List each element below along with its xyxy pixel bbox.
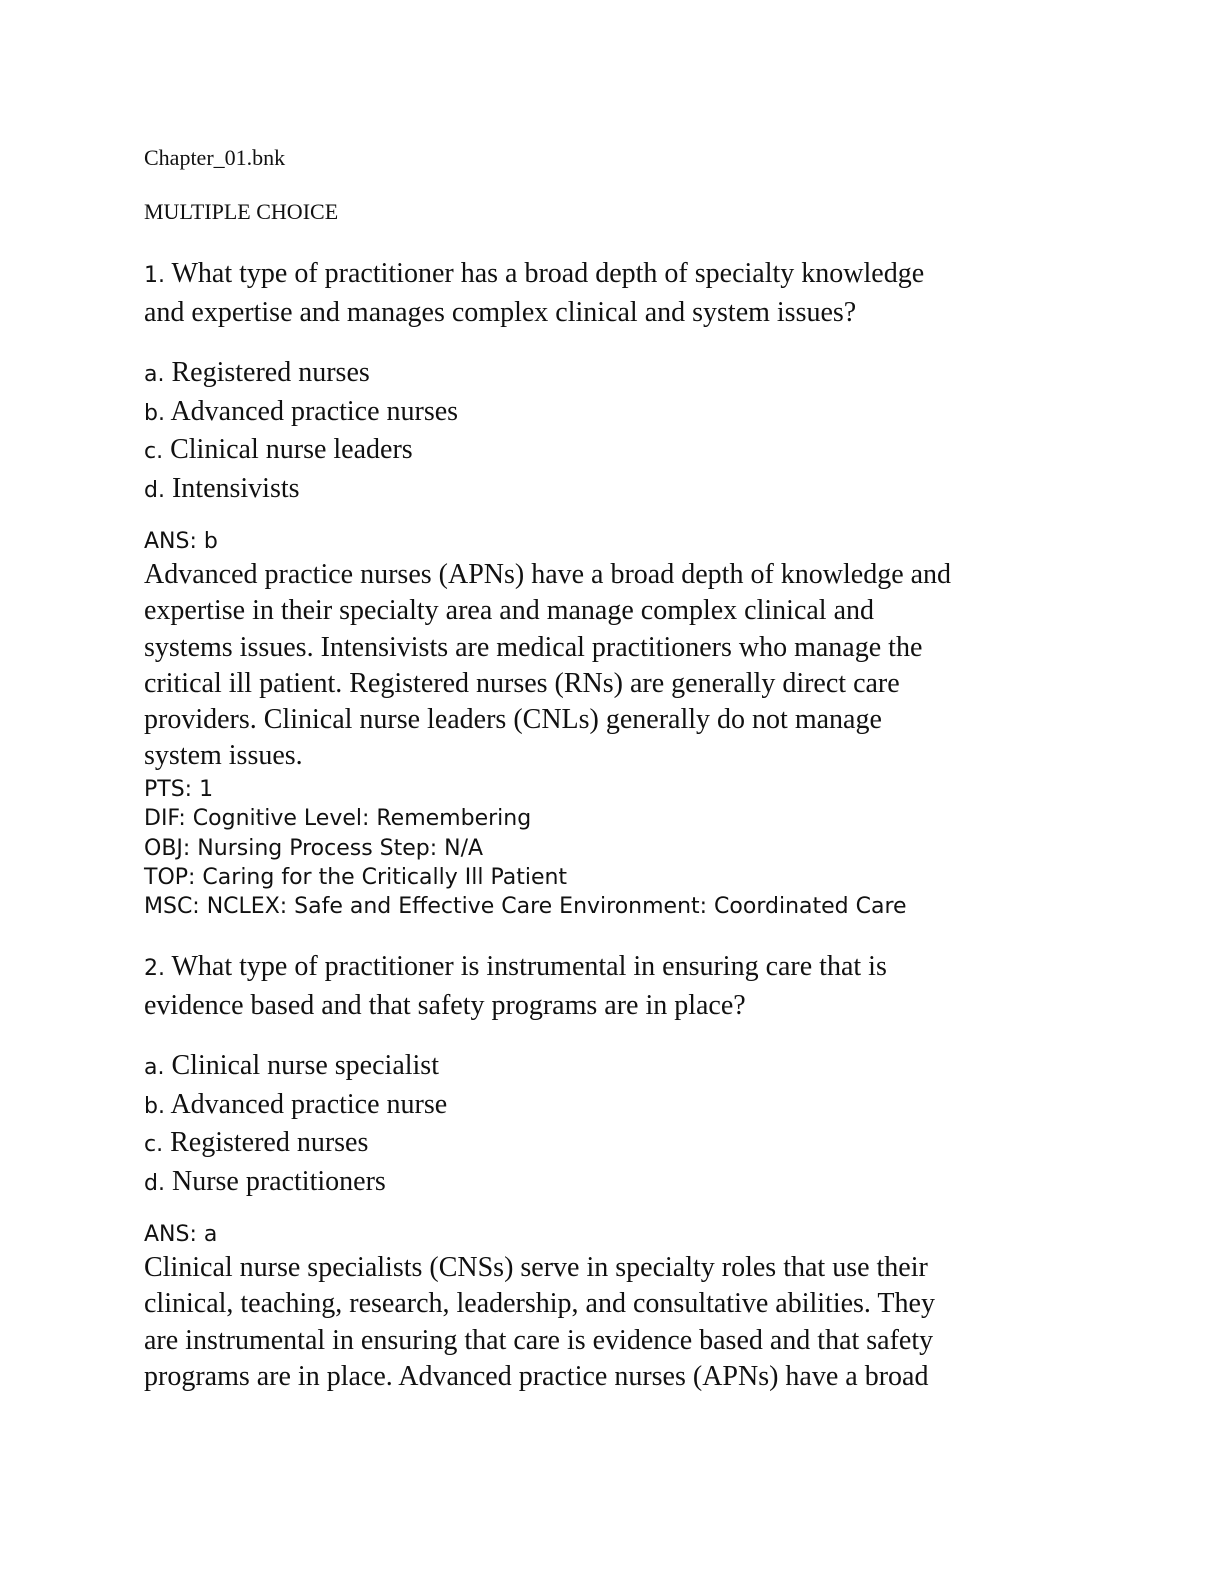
- question-1-stem: [144, 255, 924, 331]
- meta-topic: TOP: Caring for the Critically Ill Patient: [144, 864, 568, 890]
- choice-d: [144, 1164, 447, 1203]
- question-number: 2.: [144, 956, 165, 981]
- choice-text: Intensivists: [171, 473, 300, 505]
- choice-a: [144, 1048, 447, 1087]
- choice-d: [144, 471, 458, 510]
- rationale-line: are instrumental in ensuring that care is evidence based and that safety: [144, 1324, 934, 1356]
- choice-text: Clinical nurse leaders: [170, 434, 413, 466]
- question-stem-text: What type of practitioner is instrumental in ensuring care that is: [171, 951, 887, 982]
- choice-a: [144, 355, 458, 394]
- question-2-stem: [144, 948, 887, 1024]
- question-stem-line: evidence based and that safety programs are in place?: [144, 990, 746, 1021]
- choice-letter: c.: [144, 439, 164, 465]
- question-1-metadata: [144, 775, 907, 921]
- choice-letter: a.: [144, 362, 165, 387]
- rationale-line: Clinical nurse specialists (CNSs) serve in specialty roles that use their: [144, 1252, 928, 1283]
- section-title: MULTIPLE CHOICE: [144, 199, 339, 224]
- choice-text: Advanced practice nurses: [170, 395, 459, 427]
- rationale-line: critical ill patient. Registered nurses (RNs) are generally direct care: [144, 667, 900, 699]
- question-number: 1.: [144, 263, 165, 288]
- rationale-line: expertise in their specialty area and manage complex clinical and: [144, 595, 875, 627]
- meta-misc: MSC: NCLEX: Safe and Effective Care Environment: Coordinated Care: [144, 894, 907, 920]
- choice-letter: b.: [144, 1093, 165, 1119]
- file-name: Chapter_01.bnk: [144, 145, 286, 170]
- question-2-rationale: [144, 1250, 935, 1395]
- question-stem-line: [144, 948, 887, 987]
- question-2-choices: [144, 1048, 447, 1203]
- choice-text: Advanced practice nurse: [170, 1088, 448, 1120]
- choice-c: [144, 432, 458, 471]
- question-1-choices: [144, 355, 458, 510]
- choice-text: Registered nurses: [170, 1127, 369, 1159]
- question-1-rationale: [144, 557, 951, 775]
- choice-c: [144, 1125, 447, 1164]
- rationale-line: clinical, teaching, research, leadership, and consultative abilities. They: [144, 1288, 935, 1320]
- question-1-answer: ANS: b: [144, 529, 218, 554]
- choice-b: [144, 1087, 447, 1126]
- rationale-line: programs are in place. Advanced practice nurses (APNs) have a broad: [144, 1360, 929, 1392]
- choice-letter: b.: [144, 400, 165, 426]
- choice-b: [144, 394, 458, 433]
- rationale-line: providers. Clinical nurse leaders (CNLs) generally do not manage: [144, 704, 882, 736]
- question-2-answer: ANS: a: [144, 1222, 218, 1247]
- choice-text: Nurse practitioners: [171, 1166, 386, 1198]
- choice-letter: a.: [144, 1055, 165, 1080]
- question-stem-line: [144, 255, 924, 294]
- meta-difficulty: DIF: Cognitive Level: Remembering: [144, 806, 532, 832]
- question-stem-line: and expertise and manages complex clinical and system issues?: [144, 297, 857, 328]
- choice-letter: c.: [144, 1132, 164, 1158]
- meta-points: PTS: 1: [144, 777, 214, 802]
- rationale-line: systems issues. Intensivists are medical practitioners who manage the: [144, 631, 923, 663]
- rationale-line: Advanced practice nurses (APNs) have a broad depth of knowledge and: [144, 559, 952, 590]
- choice-text: Clinical nurse specialist: [171, 1050, 439, 1081]
- rationale-line: system issues.: [144, 740, 303, 772]
- meta-objective: OBJ: Nursing Process Step: N/A: [144, 835, 484, 861]
- choice-letter: d.: [144, 478, 165, 504]
- choice-letter: d.: [144, 1171, 165, 1197]
- question-stem-text: What type of practitioner has a broad depth of specialty knowledge: [171, 258, 925, 289]
- choice-text: Registered nurses: [171, 357, 370, 388]
